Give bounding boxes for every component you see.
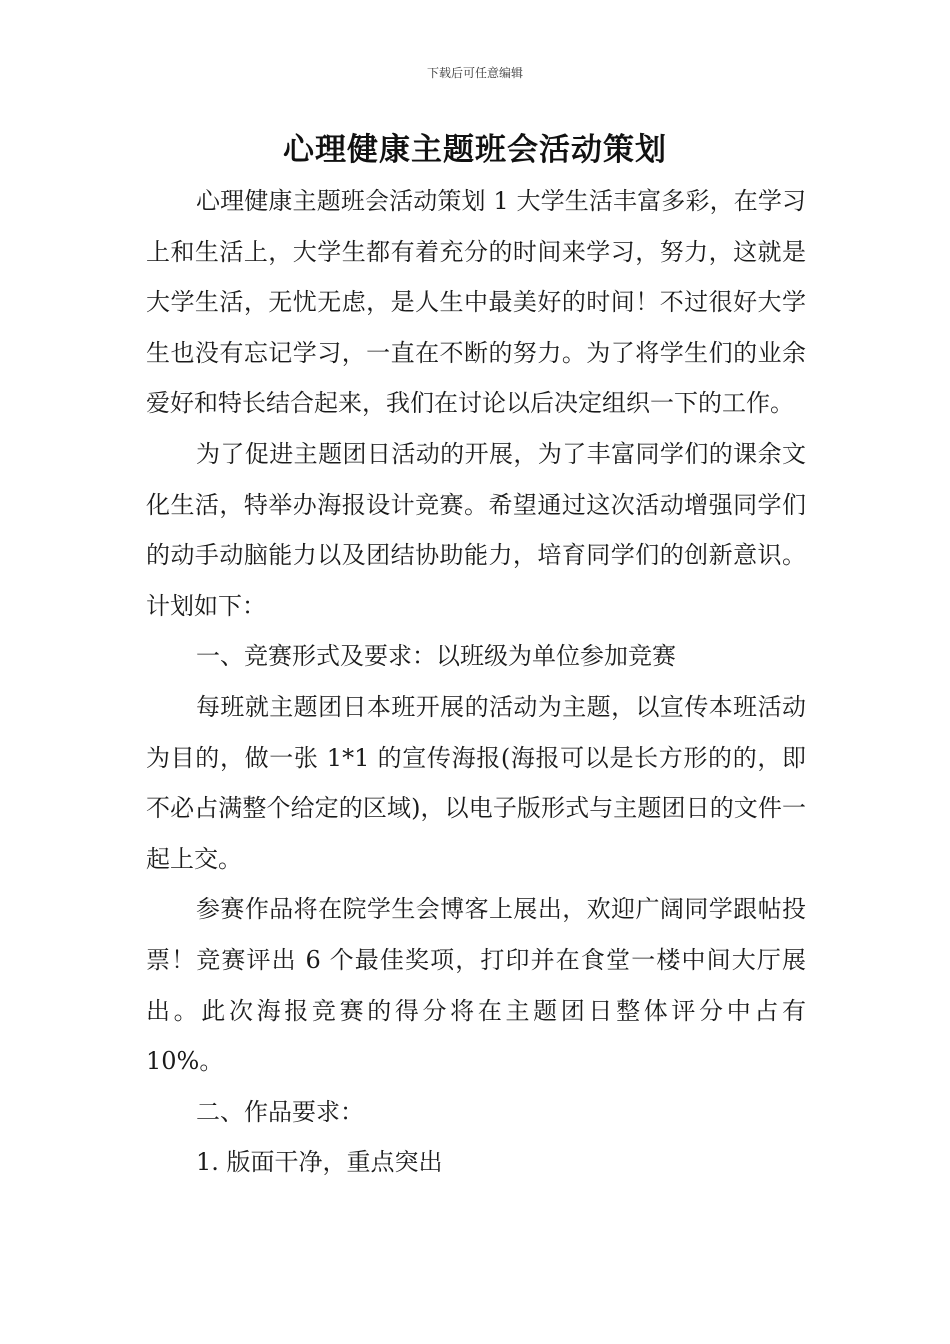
list-item-requirement-1: 1. 版面干净，重点突出 <box>196 1148 443 1177</box>
paragraph-competition-rules: 每班就主题团日本班开展的活动为主题，以宣传本班活动为目的，做一张 1*1 的宣传海报(海报可以是长方形的的，即不必占满整个给定的区域)，以电子版形式与主题团日的文件一起上交。 <box>146 692 806 873</box>
paragraph-exhibition: 参赛作品将在院学生会博客上展出，欢迎广阔同学跟帖投票！竞赛评出 6 个最佳奖项，打印并在食堂一楼中间大厅展出。此次海报竞赛的得分将在主题团日整体评分中占有 10%。 <box>146 895 806 1076</box>
header-note: 下载后可任意编辑 <box>426 66 523 80</box>
section-heading-work-requirements: 二、作品要求： <box>196 1097 364 1126</box>
section-heading-competition-format: 一、竞赛形式及要求：以班级为单位参加竞赛 <box>196 642 676 671</box>
paragraph-intro: 心理健康主题班会活动策划 1 大学生活丰富多彩，在学习上和生活上，大学生都有着充分的时间来学习，努力，这就是大学生活，无忧无虑，是人生中最美好的时间！不过很好大学生也没有忘记学习，一直在不断的努力。为了将学生们的业余爱好和特长结合起来，我们在讨论以后决定组织一下的工作。 <box>146 187 806 418</box>
document-body <box>146 176 806 1188</box>
document-title: 心理健康主题班会活动策划 <box>283 132 667 168</box>
paragraph-purpose: 为了促进主题团日活动的开展，为了丰富同学们的课余文化生活，特举办海报设计竞赛。希望通过这次活动增强同学们的动手动脑能力以及团结协助能力，培育同学们的创新意识。计划如下： <box>146 439 806 620</box>
